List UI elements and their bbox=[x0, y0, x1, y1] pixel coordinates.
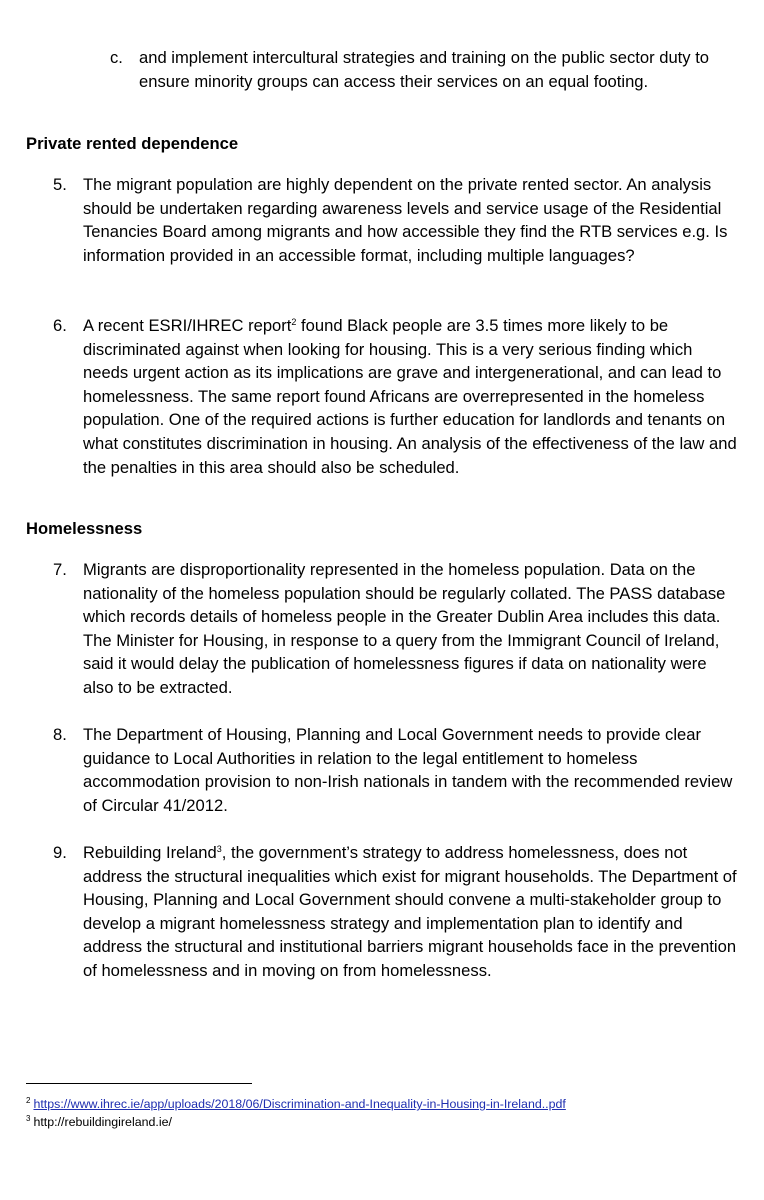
footnote-reference[interactable]: 2 bbox=[291, 317, 297, 327]
list-item-5 bbox=[53, 173, 738, 267]
list-item-text bbox=[83, 841, 738, 983]
footnote-number: 2 bbox=[26, 1096, 31, 1105]
list-item-7 bbox=[53, 558, 738, 700]
list-marker: 5. bbox=[53, 175, 67, 194]
list-item-c bbox=[110, 46, 710, 93]
list-item-text bbox=[83, 314, 738, 479]
footnote-number: 3 bbox=[26, 1114, 31, 1123]
footnote-separator bbox=[26, 1083, 252, 1084]
list-marker: 7. bbox=[53, 560, 67, 579]
footnote-link[interactable]: https://www.ihrec.ie/app/uploads/2018/06/Discrimination-and-Inequality-in-Housing-in-Ireland..pdf bbox=[33, 1097, 566, 1111]
footnote-text: http://rebuildingireland.ie/ bbox=[33, 1115, 172, 1129]
list-marker: c. bbox=[110, 48, 123, 67]
list-marker: 6. bbox=[53, 316, 67, 335]
list-item-text: The migrant population are highly dependent on the private rented sector. An analysis should be undertaken regarding awareness levels and service usage of the Residential Tenancies Board among migrants and how accessible they find the RTB services e.g. Is information provided in an accessible format, including multiple languages? bbox=[83, 175, 728, 265]
footnote-reference[interactable]: 3 bbox=[216, 844, 222, 854]
section-heading-homelessness: Homelessness bbox=[26, 519, 143, 538]
section-heading-private-rented: Private rented dependence bbox=[26, 134, 239, 153]
list-item-text: The Department of Housing, Planning and Local Government needs to provide clear guidance to Local Authorities in relation to the legal entitlement to homeless accommodation provision to non-Irish nationals in tandem with the recommended review of Circular 41/2012. bbox=[83, 725, 733, 815]
list-item-text-before: A recent ESRI/IHREC report bbox=[83, 316, 292, 335]
list-item-text-after: found Black people are 3.5 times more likely to be discriminated against when looking for housing. This is a very serious finding which needs urgent action as its implications are grave and intergenerational, and can lead to homelessness. The same report found Africans are overrepresented in the homeless population. One of the required actions is further education for landlords and tenants on what constitutes discrimination in housing. An analysis of the effectiveness of the law and the penalties in this area should also be scheduled. bbox=[83, 316, 737, 477]
list-item-text-after: , the government’s strategy to address homelessness, does not address the structural inequalities which exist for migrant households. The Department of Housing, Planning and Local Government should convene a multi-stakeholder group to develop a migrant homelessness strategy and implementation plan to identify and address the structural and institutional barriers migrant households face in the prevention of homelessness and in moving on from homelessness. bbox=[83, 843, 737, 980]
footnote-2 bbox=[26, 1096, 566, 1113]
list-marker: 8. bbox=[53, 725, 67, 744]
list-marker: 9. bbox=[53, 843, 67, 862]
list-item-text-before: Rebuilding Ireland bbox=[83, 843, 217, 862]
list-item-text: and implement intercultural strategies and training on the public sector duty to ensure minority groups can access their services on an equal footing. bbox=[139, 48, 710, 91]
list-item-9 bbox=[53, 841, 738, 983]
footnote-3 bbox=[26, 1114, 172, 1131]
list-item-8 bbox=[53, 723, 738, 817]
list-item-6 bbox=[53, 314, 738, 479]
list-item-text: Migrants are disproportionality represented in the homeless population. Data on the nationality of the homeless population should be regularly collated. The PASS database which records details of homeless people in the Greater Dublin Area includes this data. The Minister for Housing, in response to a query from the Immigrant Council of Ireland, said it would delay the publication of homelessness figures if data on nationality were also to be extracted. bbox=[83, 560, 726, 697]
